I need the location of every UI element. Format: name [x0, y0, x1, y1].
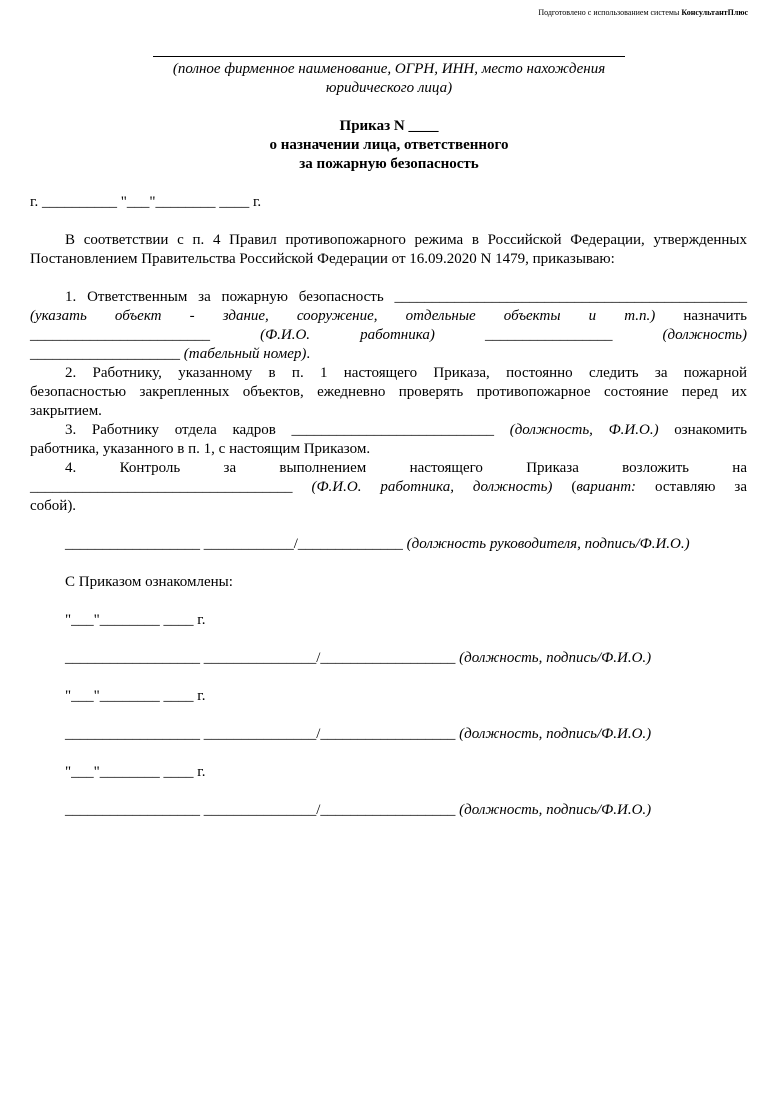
preamble-line1: В соответствии с п. 4 Правил противопожарного режима в Российской Федерации, утвержденных — [65, 232, 747, 248]
place-date-line: г. __________ "___"________ ____ г. — [30, 194, 262, 210]
p1-number-hint: (табельный номер) — [183, 346, 307, 362]
order-subtitle-2: за пожарную безопасность — [299, 156, 479, 172]
p3-hint: (должность, Ф.И.О.) — [509, 422, 659, 438]
head-signature-caption: (должность руководителя, подпись/Ф.И.О.) — [406, 536, 690, 552]
head-signature-line — [65, 535, 690, 553]
p2-line1: 2. Работнику, указанному в п. 1 настоящего Приказа, постоянно следить за пожарной — [65, 365, 747, 381]
p3-line2: работника, указанного в п. 1, с настоящим Приказом. — [30, 441, 371, 457]
p1-period: . — [306, 346, 311, 362]
order-title: Приказ N ____ — [339, 118, 439, 134]
p4-paren: ( — [571, 479, 577, 495]
p4-self: оставляю за — [655, 479, 748, 495]
header-brand: КонсультантПлюс — [681, 8, 748, 17]
order-subtitle-1: о назначении лица, ответственного — [269, 137, 509, 153]
p1-fio-hint: (Ф.И.О. работника) — [260, 327, 435, 343]
org-caption-line1: (полное фирменное наименование, ОГРН, ИНН, место нахождения — [172, 61, 606, 77]
p1-number-blank: ____________________ — [30, 346, 180, 362]
p2-line3: закрытием. — [30, 403, 102, 419]
ack-2-date: "___"________ ____ г. — [65, 688, 206, 704]
head-signature-blanks: __________________ ____________/______________ — [65, 536, 403, 552]
ack-1-blanks: __________________ _______________/__________________ — [65, 650, 456, 666]
p1-object-hint: (указать объект - здание, сооружение, отдельные объекты и т.п.) — [30, 308, 656, 324]
p4-blank: ___________________________________ — [30, 479, 293, 495]
p4-line2 — [30, 478, 747, 496]
consultant-header — [538, 8, 748, 18]
ack-1-signature — [65, 649, 651, 667]
org-caption-line2: юридического лица) — [325, 80, 453, 96]
ack-2-blanks: __________________ _______________/__________________ — [65, 726, 456, 742]
p4-line1: 4. Контроль за выполнением настоящего Приказа возложить на — [65, 460, 747, 476]
ack-3-signature — [65, 801, 651, 819]
p4-variant-wrap — [571, 479, 636, 495]
p4-line3: собой). — [30, 498, 77, 514]
p4-hint: (Ф.И.О. работника, должность) — [311, 479, 553, 495]
org-name-line — [153, 56, 625, 57]
preamble-line2: Постановлением Правительства Российской Федерации от 16.09.2020 N 1479, приказываю: — [30, 251, 615, 267]
p3-hr-blank: 3. Работнику отдела кадров ___________________________ — [65, 422, 495, 438]
p1-line1: 1. Ответственным за пожарную безопасность _______________________________________________ — [65, 289, 747, 305]
acquainted-label: С Приказом ознакомлены: — [65, 574, 233, 590]
p3-acquaint: ознакомить — [674, 422, 748, 438]
header-prefix: Подготовлено с использованием системы — [538, 8, 680, 17]
p1-line2 — [30, 307, 747, 325]
p1-position-hint: (должность) — [662, 327, 748, 343]
p1-line3 — [30, 326, 747, 344]
ack-2-signature — [65, 725, 651, 743]
p3-line1 — [65, 421, 747, 439]
ack-1-caption: (должность, подпись/Ф.И.О.) — [459, 650, 652, 666]
ack-1-date: "___"________ ____ г. — [65, 612, 206, 628]
p1-appoint: назначить — [683, 308, 747, 324]
p1-position-blank: _________________ — [484, 327, 613, 343]
ack-2-caption: (должность, подпись/Ф.И.О.) — [459, 726, 652, 742]
ack-3-date: "___"________ ____ г. — [65, 764, 206, 780]
ack-3-caption: (должность, подпись/Ф.И.О.) — [459, 802, 652, 818]
ack-3-blanks: __________________ _______________/__________________ — [65, 802, 456, 818]
p4-variant: вариант: — [576, 479, 637, 495]
p1-line4 — [30, 345, 310, 363]
p2-line2: безопасностью закрепленных объектов, ежедневно проверять противопожарное состояние перед их — [30, 384, 747, 400]
p1-fio-blank: ________________________ — [30, 327, 210, 343]
